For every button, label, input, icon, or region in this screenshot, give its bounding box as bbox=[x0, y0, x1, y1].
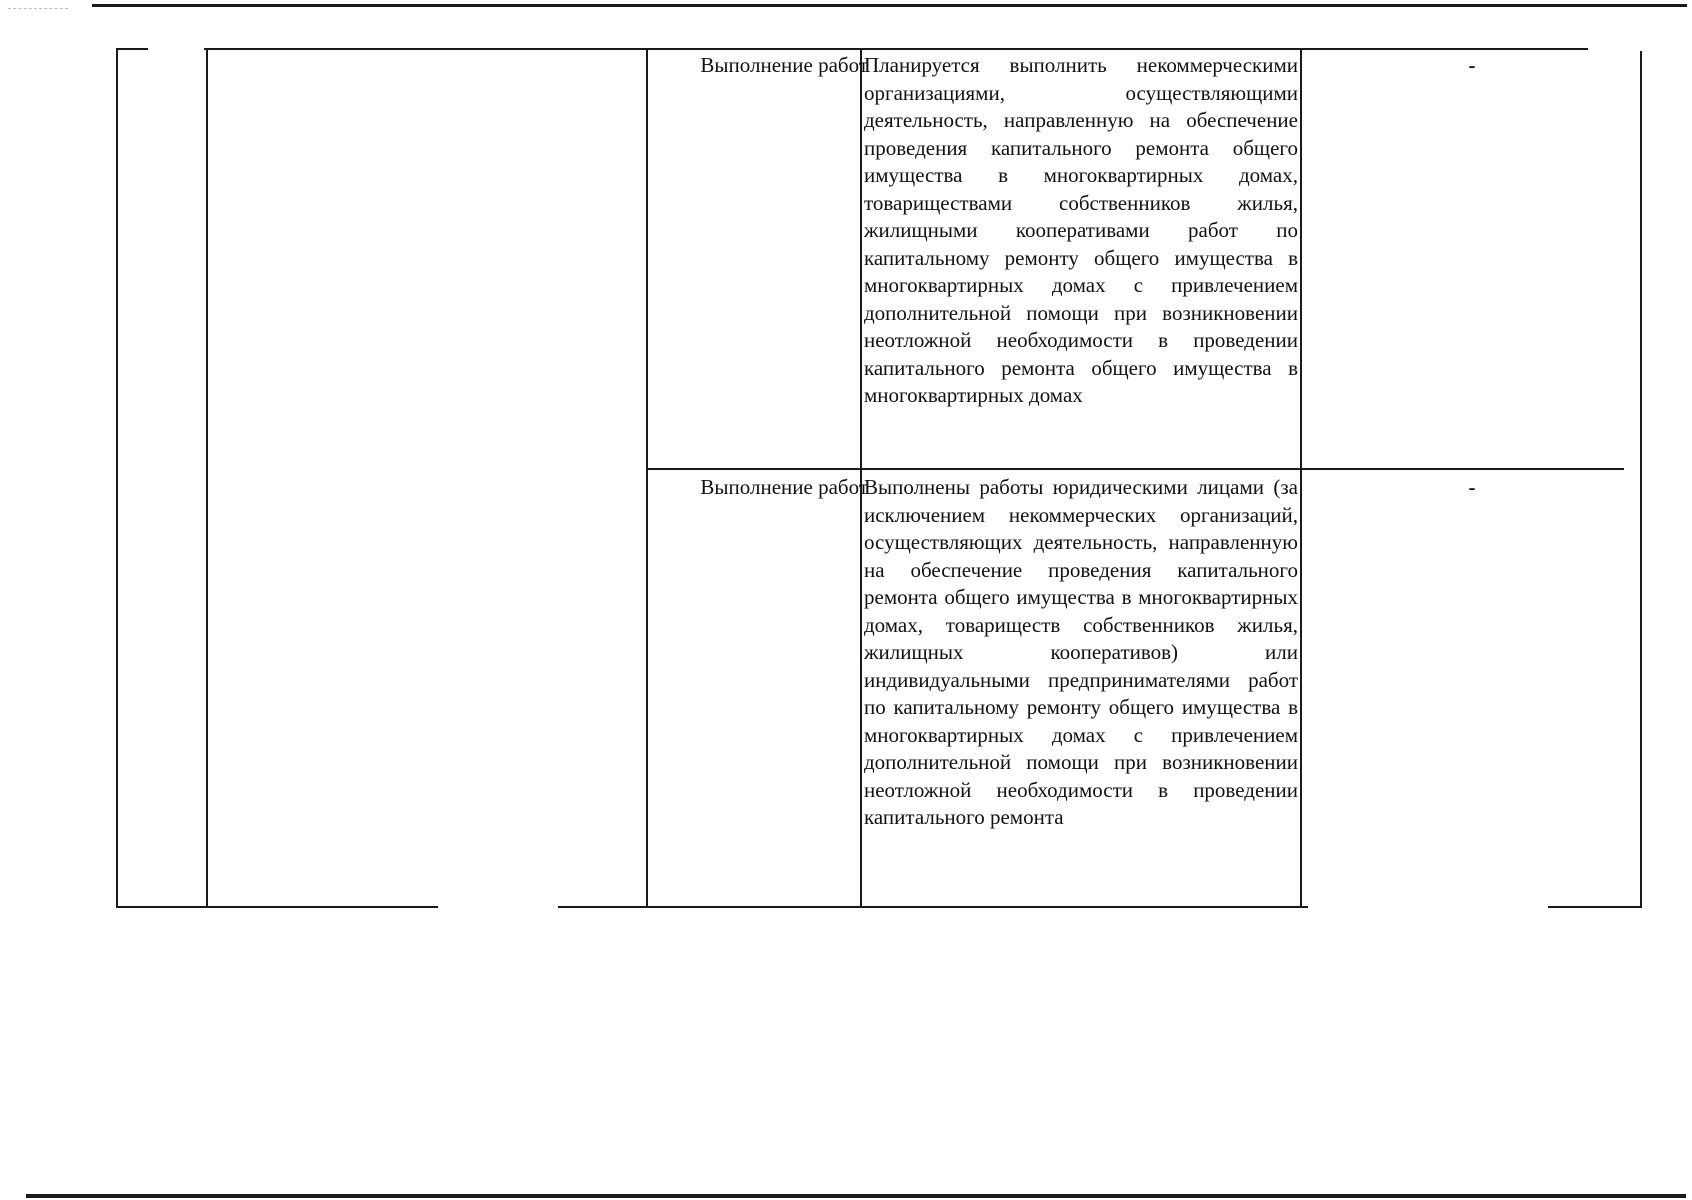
row1-description: Планируется выполнить некоммерческими организациями, осуществляющими деятельность, направленную на обеспечение проведения капитального ремонта общего имущества в многоквартирных домах, товариществами собственников жилья, жилищными кооперативами работ по капитальному ремонту общего имущества в многоквартирных домах с привлечением дополнительной помощи при возникновении неотложной необходимости в проведении капитального ремонта общего имущества в многоквартирных домах bbox=[864, 53, 1298, 407]
scan-top-border bbox=[92, 4, 1687, 7]
scan-gap bbox=[1308, 905, 1548, 909]
row-divider bbox=[646, 468, 1624, 470]
scan-bottom-border bbox=[26, 1194, 1686, 1198]
column-divider bbox=[646, 50, 648, 906]
row2-work-type: Выполнение работ bbox=[700, 475, 868, 499]
row2-description: Выполнены работы юридическими лицами (за исключением некоммерческих организаций, осуществляющих деятельность, направленную на обеспечение проведения капитального ремонта общего имущества в многоквартирных домах, товариществ собственников жилья, жилищных кооперативов) или индивидуальными предпринимателями работ по капитальному ремонту общего имущества в многоквартирных домах с привлечением дополнительной помощи при возникновении неотложной необходимости в проведении капитального ремонта bbox=[864, 475, 1298, 829]
row1-value: - bbox=[1468, 53, 1476, 77]
row2-value: - bbox=[1468, 475, 1476, 499]
scan-gap bbox=[148, 47, 204, 51]
column-divider bbox=[206, 50, 208, 906]
scan-gap bbox=[438, 905, 558, 909]
scan-artifact-dash bbox=[8, 8, 68, 10]
row1-work-type: Выполнение работ bbox=[700, 53, 868, 77]
document-table bbox=[116, 48, 1642, 908]
scan-gap bbox=[1588, 47, 1644, 51]
